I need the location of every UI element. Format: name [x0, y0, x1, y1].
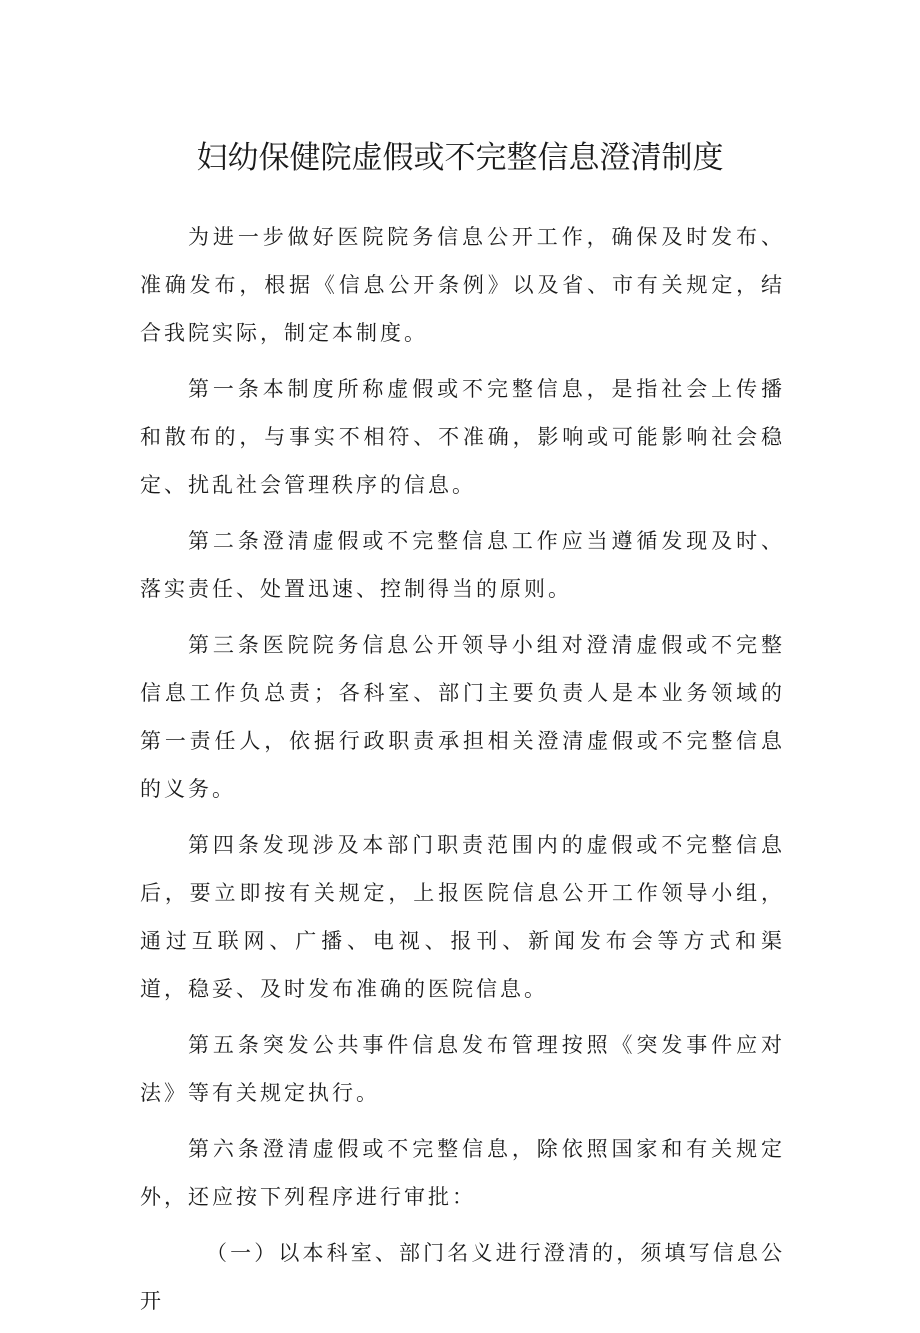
paragraph-article-6: 第六条澄清虚假或不完整信息，除依照国家和有关规定外，还应按下列程序进行审批： — [140, 1137, 785, 1209]
paragraph-article-3: 第三条医院院务信息公开领导小组对澄清虚假或不完整信息工作负总责；各科室、部门主要负责人是本业务领域的第一责任人，依据行政职责承担相关澄清虚假或不完整信息的义务。 — [140, 633, 785, 801]
paragraph-article-1: 第一条本制度所称虚假或不完整信息，是指社会上传播和散布的，与事实不相符、不准确，影响或可能影响社会稳定、扰乱社会管理秩序的信息。 — [140, 377, 785, 497]
paragraph-intro: 为进一步做好医院院务信息公开工作，确保及时发布、准确发布，根据《信息公开条例》以及省、市有关规定，结合我院实际，制定本制度。 — [140, 225, 785, 345]
paragraph-article-4: 第四条发现涉及本部门职责范围内的虚假或不完整信息后，要立即按有关规定，上报医院信息公开工作领导小组，通过互联网、广播、电视、报刊、新闻发布会等方式和渠道，稳妥、及时发布准确的医院信息。 — [140, 833, 785, 1001]
paragraph-article-2: 第二条澄清虚假或不完整信息工作应当遵循发现及时、落实责任、处置迅速、控制得当的原则。 — [140, 529, 785, 601]
document-title: 妇幼保健院虚假或不完整信息澄清制度 — [196, 140, 724, 176]
paragraph-item-1: （一）以本科室、部门名义进行澄清的，须填写信息公开 — [140, 1241, 785, 1313]
document-body — [140, 213, 785, 1333]
paragraph-article-5: 第五条突发公共事件信息发布管理按照《突发事件应对法》等有关规定执行。 — [140, 1033, 785, 1105]
